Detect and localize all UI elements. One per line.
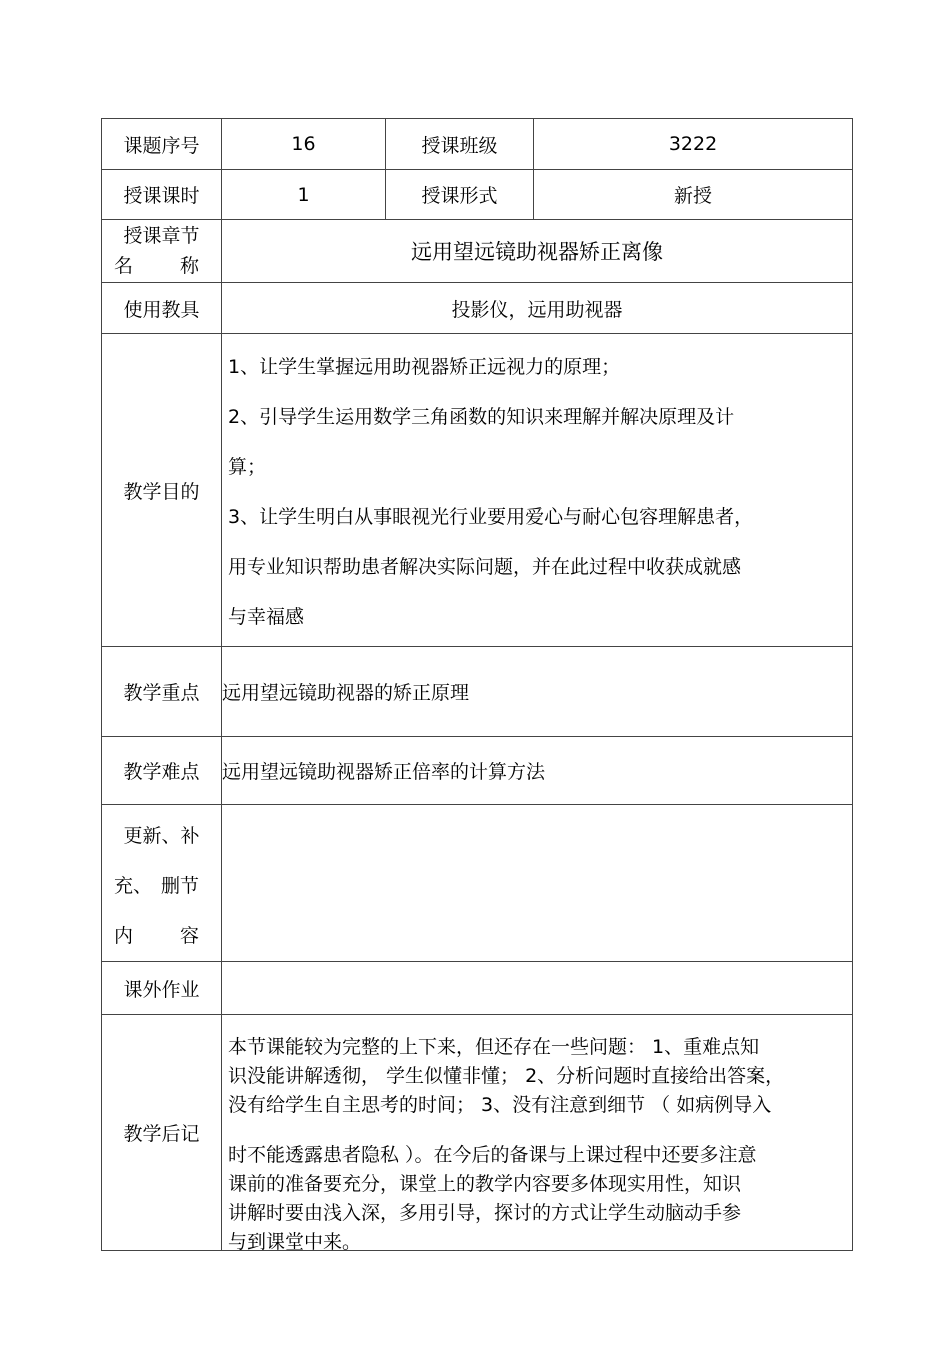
updates-label — [102, 805, 222, 962]
hours-value: 1 — [222, 170, 386, 220]
chapter-label-line2-a: 名 — [114, 255, 134, 277]
row-reflection — [102, 1015, 853, 1251]
goals-label: 教学目的 — [102, 334, 222, 647]
row-difficulty — [102, 737, 853, 805]
difficulty-value: 远用望远镜助视器矫正倍率的计算方法 — [222, 737, 853, 805]
tools-value: 投影仪，远用助视器 — [222, 283, 853, 334]
updates-label-line2 — [102, 861, 221, 911]
key-point-label: 教学重点 — [102, 647, 222, 737]
goal-line: 与幸福感 — [228, 606, 305, 628]
row-chapter — [102, 220, 853, 283]
updates-value — [222, 805, 853, 962]
homework-value — [222, 962, 853, 1015]
goal-line: 算； — [228, 456, 267, 478]
reflection-label: 教学后记 — [102, 1015, 222, 1251]
reflection-line: 讲解时要由浅入深，多用引导，探讨的方式让学生动脑动手参 — [228, 1202, 742, 1224]
form-label: 授课形式 — [386, 170, 534, 220]
chapter-label — [102, 220, 222, 283]
reflection-wrap — [222, 1015, 852, 1253]
reflection-line: 课前的准备要充分，课堂上的教学内容要多体现实用性，知识 — [228, 1173, 742, 1195]
goal-line: 1、让学生掌握远用助视器矫正远视力的原理； — [228, 356, 621, 378]
reflection-line: 本节课能较为完整的上下来，但还存在一些问题： 1、重难点知 — [228, 1036, 760, 1058]
updates-label-line3-b: 容 — [179, 925, 199, 947]
updates-label-line3-a: 内 — [114, 925, 134, 947]
chapter-label-line2-b: 称 — [179, 255, 199, 277]
goal-line: 用专业知识帮助患者解决实际问题，并在此过程中收获成就感 — [228, 556, 742, 578]
row-tools — [102, 283, 853, 334]
row-hours — [102, 170, 853, 220]
lesson-number-value: 16 — [222, 119, 386, 170]
goal-line: 3、让学生明白从事眼视光行业要用爱心与耐心包容理解患者， — [228, 506, 754, 528]
goals-list — [222, 334, 852, 646]
row-updates — [102, 805, 853, 962]
class-label: 授课班级 — [386, 119, 534, 170]
key-point-value: 远用望远镜助视器的矫正原理 — [222, 647, 853, 737]
goals-cell — [222, 334, 853, 647]
difficulty-label: 教学难点 — [102, 737, 222, 805]
lesson-number-label: 课题序号 — [102, 119, 222, 170]
updates-label-line3 — [102, 911, 221, 961]
chapter-value: 远用望远镜助视器矫正离像 — [222, 220, 853, 283]
reflection-text — [228, 1033, 840, 1257]
updates-label-line2-b: 删节 — [160, 875, 199, 897]
reflection-line: 与到课堂中来。 — [228, 1231, 362, 1253]
updates-label-line1: 更新、补 — [123, 825, 200, 847]
updates-label-line2-a: 充、 — [114, 875, 153, 897]
goal-line: 2、引导学生运用数学三角函数的知识来理解并解决原理及计 — [228, 406, 735, 428]
hours-label: 授课课时 — [102, 170, 222, 220]
homework-label: 课外作业 — [102, 962, 222, 1015]
row-lesson-number — [102, 119, 853, 170]
row-homework — [102, 962, 853, 1015]
chapter-label-line1: 授课章节 — [123, 225, 200, 247]
reflection-cell — [222, 1015, 853, 1251]
chapter-label-line2 — [102, 251, 221, 281]
reflection-line: 识没能讲解透彻， 学生似懂非懂； 2、分析问题时直接给出答案， — [228, 1065, 785, 1087]
lesson-plan-table — [101, 118, 853, 1251]
row-goals — [102, 334, 853, 647]
updates-label-block — [102, 805, 221, 961]
reflection-line: 时不能透露患者隐私 ）。在今后的备课与上课过程中还要多注意 — [228, 1144, 757, 1166]
form-value: 新授 — [534, 170, 853, 220]
class-value: 3222 — [534, 119, 853, 170]
reflection-line — [228, 1120, 840, 1141]
reflection-line: 没有给学生自主思考的时间； 3、没有注意到细节 （ 如病例导入 — [228, 1094, 772, 1116]
row-key-point — [102, 647, 853, 737]
tools-label: 使用教具 — [102, 283, 222, 334]
